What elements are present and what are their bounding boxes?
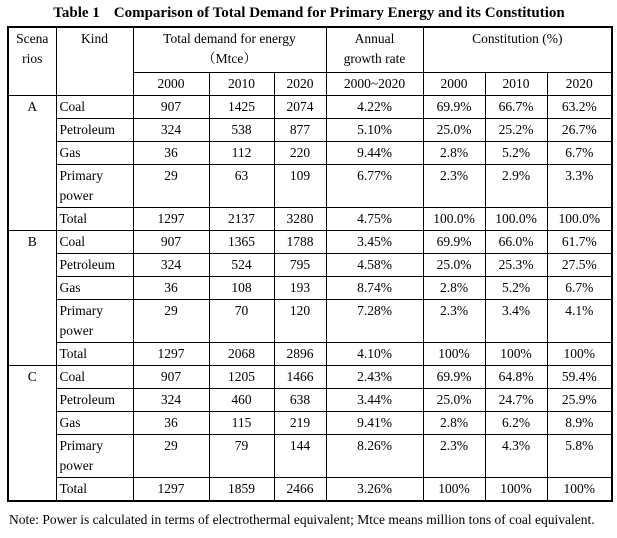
cell-demand-2000: 1297 bbox=[133, 342, 209, 365]
cell-constitution-2010: 66.0% bbox=[485, 230, 547, 253]
table-header bbox=[8, 27, 612, 95]
cell-kind: Primary power bbox=[56, 299, 133, 342]
cell-constitution-2000: 2.3% bbox=[423, 299, 485, 342]
cell-demand-2010: 1365 bbox=[209, 230, 274, 253]
cell-constitution-2000: 100.0% bbox=[423, 207, 485, 230]
cell-demand-2010: 460 bbox=[209, 388, 274, 411]
cell-demand-2010: 63 bbox=[209, 164, 274, 207]
cell-growth-rate: 4.58% bbox=[326, 253, 423, 276]
header-row-1 bbox=[8, 27, 612, 72]
table-row bbox=[8, 141, 612, 164]
cell-constitution-2000: 2.8% bbox=[423, 411, 485, 434]
cell-demand-2010: 2137 bbox=[209, 207, 274, 230]
table-row bbox=[8, 276, 612, 299]
table-note: Note: Power is calculated in terms of electrothermal equivalent; Mtce means million tons of coal equivalent. bbox=[9, 511, 595, 527]
cell-growth-rate: 2.43% bbox=[326, 365, 423, 388]
cell-constitution-2020: 100% bbox=[547, 477, 612, 501]
cell-constitution-2020: 5.8% bbox=[547, 434, 612, 477]
cell-kind: Total bbox=[56, 477, 133, 501]
cell-demand-2000: 907 bbox=[133, 230, 209, 253]
cell-demand-2020: 3280 bbox=[274, 207, 326, 230]
cell-constitution-2000: 69.9% bbox=[423, 230, 485, 253]
cell-demand-2010: 538 bbox=[209, 118, 274, 141]
cell-growth-rate: 3.44% bbox=[326, 388, 423, 411]
table-row bbox=[8, 253, 612, 276]
cell-constitution-2020: 6.7% bbox=[547, 276, 612, 299]
cell-demand-2000: 29 bbox=[133, 164, 209, 207]
cell-demand-2020: 1466 bbox=[274, 365, 326, 388]
header-demand-year-2010: 2010 bbox=[209, 72, 274, 95]
cell-demand-2010: 1205 bbox=[209, 365, 274, 388]
cell-growth-rate: 4.75% bbox=[326, 207, 423, 230]
scenario-label: B bbox=[8, 230, 56, 365]
cell-demand-2020: 109 bbox=[274, 164, 326, 207]
cell-constitution-2010: 2.9% bbox=[485, 164, 547, 207]
page-title bbox=[7, 5, 611, 22]
cell-constitution-2010: 3.4% bbox=[485, 299, 547, 342]
cell-constitution-2000: 2.3% bbox=[423, 434, 485, 477]
header-constitution-year-2000: 2000 bbox=[423, 72, 485, 95]
cell-constitution-2020: 63.2% bbox=[547, 95, 612, 118]
cell-demand-2020: 877 bbox=[274, 118, 326, 141]
table-row bbox=[8, 118, 612, 141]
cell-kind: Petroleum bbox=[56, 118, 133, 141]
cell-constitution-2020: 61.7% bbox=[547, 230, 612, 253]
cell-kind: Petroleum bbox=[56, 253, 133, 276]
cell-growth-rate: 6.77% bbox=[326, 164, 423, 207]
cell-demand-2010: 2068 bbox=[209, 342, 274, 365]
header-scenarios: Scena rios bbox=[8, 27, 56, 95]
cell-constitution-2010: 5.2% bbox=[485, 276, 547, 299]
cell-constitution-2010: 64.8% bbox=[485, 365, 547, 388]
header-total-demand: Total demand for energy （Mtce） bbox=[133, 27, 326, 72]
cell-constitution-2010: 5.2% bbox=[485, 141, 547, 164]
cell-constitution-2000: 25.0% bbox=[423, 388, 485, 411]
cell-growth-rate: 9.41% bbox=[326, 411, 423, 434]
cell-demand-2000: 36 bbox=[133, 276, 209, 299]
cell-constitution-2020: 25.9% bbox=[547, 388, 612, 411]
cell-constitution-2000: 25.0% bbox=[423, 253, 485, 276]
cell-constitution-2000: 100% bbox=[423, 477, 485, 501]
cell-demand-2010: 108 bbox=[209, 276, 274, 299]
cell-constitution-2010: 66.7% bbox=[485, 95, 547, 118]
table-row bbox=[8, 299, 612, 342]
header-constitution: Constitution (%) bbox=[423, 27, 612, 72]
cell-kind: Coal bbox=[56, 95, 133, 118]
cell-kind: Primary power bbox=[56, 434, 133, 477]
cell-demand-2020: 144 bbox=[274, 434, 326, 477]
cell-demand-2010: 70 bbox=[209, 299, 274, 342]
table-row bbox=[8, 388, 612, 411]
cell-constitution-2000: 69.9% bbox=[423, 95, 485, 118]
cell-demand-2020: 638 bbox=[274, 388, 326, 411]
cell-constitution-2010: 25.2% bbox=[485, 118, 547, 141]
cell-kind: Coal bbox=[56, 365, 133, 388]
cell-constitution-2000: 69.9% bbox=[423, 365, 485, 388]
cell-constitution-2020: 100.0% bbox=[547, 207, 612, 230]
cell-growth-rate: 8.74% bbox=[326, 276, 423, 299]
cell-constitution-2020: 8.9% bbox=[547, 411, 612, 434]
cell-demand-2000: 907 bbox=[133, 365, 209, 388]
cell-growth-rate: 5.10% bbox=[326, 118, 423, 141]
cell-demand-2000: 324 bbox=[133, 388, 209, 411]
header-growth-period: 2000~2020 bbox=[326, 72, 423, 95]
cell-demand-2000: 29 bbox=[133, 299, 209, 342]
cell-demand-2000: 907 bbox=[133, 95, 209, 118]
cell-constitution-2010: 100.0% bbox=[485, 207, 547, 230]
cell-demand-2020: 1788 bbox=[274, 230, 326, 253]
cell-kind: Primary power bbox=[56, 164, 133, 207]
cell-growth-rate: 4.22% bbox=[326, 95, 423, 118]
cell-kind: Total bbox=[56, 207, 133, 230]
cell-demand-2020: 2896 bbox=[274, 342, 326, 365]
cell-kind: Gas bbox=[56, 411, 133, 434]
cell-demand-2000: 1297 bbox=[133, 207, 209, 230]
cell-demand-2010: 1425 bbox=[209, 95, 274, 118]
cell-constitution-2010: 100% bbox=[485, 342, 547, 365]
header-demand-year-2000: 2000 bbox=[133, 72, 209, 95]
cell-constitution-2010: 25.3% bbox=[485, 253, 547, 276]
cell-constitution-2000: 25.0% bbox=[423, 118, 485, 141]
cell-demand-2020: 2466 bbox=[274, 477, 326, 501]
cell-demand-2020: 220 bbox=[274, 141, 326, 164]
table-row bbox=[8, 230, 612, 253]
cell-demand-2020: 120 bbox=[274, 299, 326, 342]
table-number-label: Table 1 bbox=[53, 5, 100, 21]
cell-constitution-2010: 4.3% bbox=[485, 434, 547, 477]
cell-kind: Coal bbox=[56, 230, 133, 253]
cell-growth-rate: 3.45% bbox=[326, 230, 423, 253]
cell-demand-2010: 112 bbox=[209, 141, 274, 164]
cell-constitution-2010: 6.2% bbox=[485, 411, 547, 434]
cell-demand-2000: 324 bbox=[133, 118, 209, 141]
cell-demand-2020: 2074 bbox=[274, 95, 326, 118]
cell-demand-2000: 1297 bbox=[133, 477, 209, 501]
cell-growth-rate: 3.26% bbox=[326, 477, 423, 501]
cell-growth-rate: 8.26% bbox=[326, 434, 423, 477]
cell-constitution-2000: 2.8% bbox=[423, 276, 485, 299]
cell-demand-2020: 219 bbox=[274, 411, 326, 434]
cell-demand-2020: 193 bbox=[274, 276, 326, 299]
cell-growth-rate: 9.44% bbox=[326, 141, 423, 164]
cell-constitution-2020: 59.4% bbox=[547, 365, 612, 388]
cell-constitution-2020: 6.7% bbox=[547, 141, 612, 164]
table-row bbox=[8, 207, 612, 230]
cell-kind: Petroleum bbox=[56, 388, 133, 411]
cell-constitution-2020: 26.7% bbox=[547, 118, 612, 141]
cell-growth-rate: 4.10% bbox=[326, 342, 423, 365]
cell-demand-2000: 324 bbox=[133, 253, 209, 276]
scenario-label: C bbox=[8, 365, 56, 501]
cell-demand-2000: 36 bbox=[133, 411, 209, 434]
scenario-label: A bbox=[8, 95, 56, 230]
cell-demand-2000: 36 bbox=[133, 141, 209, 164]
table-row bbox=[8, 477, 612, 501]
table-row bbox=[8, 164, 612, 207]
header-constitution-year-2020: 2020 bbox=[547, 72, 612, 95]
cell-demand-2010: 115 bbox=[209, 411, 274, 434]
cell-constitution-2010: 24.7% bbox=[485, 388, 547, 411]
energy-demand-table bbox=[7, 26, 613, 502]
header-kind: Kind bbox=[56, 27, 133, 95]
cell-demand-2000: 29 bbox=[133, 434, 209, 477]
table-title-text: Comparison of Total Demand for Primary Energy and its Constitution bbox=[113, 5, 565, 21]
cell-demand-2010: 524 bbox=[209, 253, 274, 276]
table-row bbox=[8, 434, 612, 477]
cell-constitution-2000: 2.3% bbox=[423, 164, 485, 207]
table-row bbox=[8, 365, 612, 388]
cell-growth-rate: 7.28% bbox=[326, 299, 423, 342]
cell-kind: Gas bbox=[56, 141, 133, 164]
cell-kind: Gas bbox=[56, 276, 133, 299]
table-row bbox=[8, 342, 612, 365]
cell-constitution-2020: 27.5% bbox=[547, 253, 612, 276]
header-demand-year-2020: 2020 bbox=[274, 72, 326, 95]
cell-demand-2010: 79 bbox=[209, 434, 274, 477]
cell-demand-2020: 795 bbox=[274, 253, 326, 276]
header-annual-growth-rate: Annual growth rate bbox=[326, 27, 423, 72]
cell-kind: Total bbox=[56, 342, 133, 365]
table-row bbox=[8, 411, 612, 434]
cell-constitution-2000: 2.8% bbox=[423, 141, 485, 164]
cell-constitution-2000: 100% bbox=[423, 342, 485, 365]
cell-constitution-2020: 100% bbox=[547, 342, 612, 365]
cell-demand-2010: 1859 bbox=[209, 477, 274, 501]
cell-constitution-2020: 4.1% bbox=[547, 299, 612, 342]
cell-constitution-2010: 100% bbox=[485, 477, 547, 501]
header-constitution-year-2010: 2010 bbox=[485, 72, 547, 95]
cell-constitution-2020: 3.3% bbox=[547, 164, 612, 207]
table-body bbox=[8, 95, 612, 501]
table-row bbox=[8, 95, 612, 118]
